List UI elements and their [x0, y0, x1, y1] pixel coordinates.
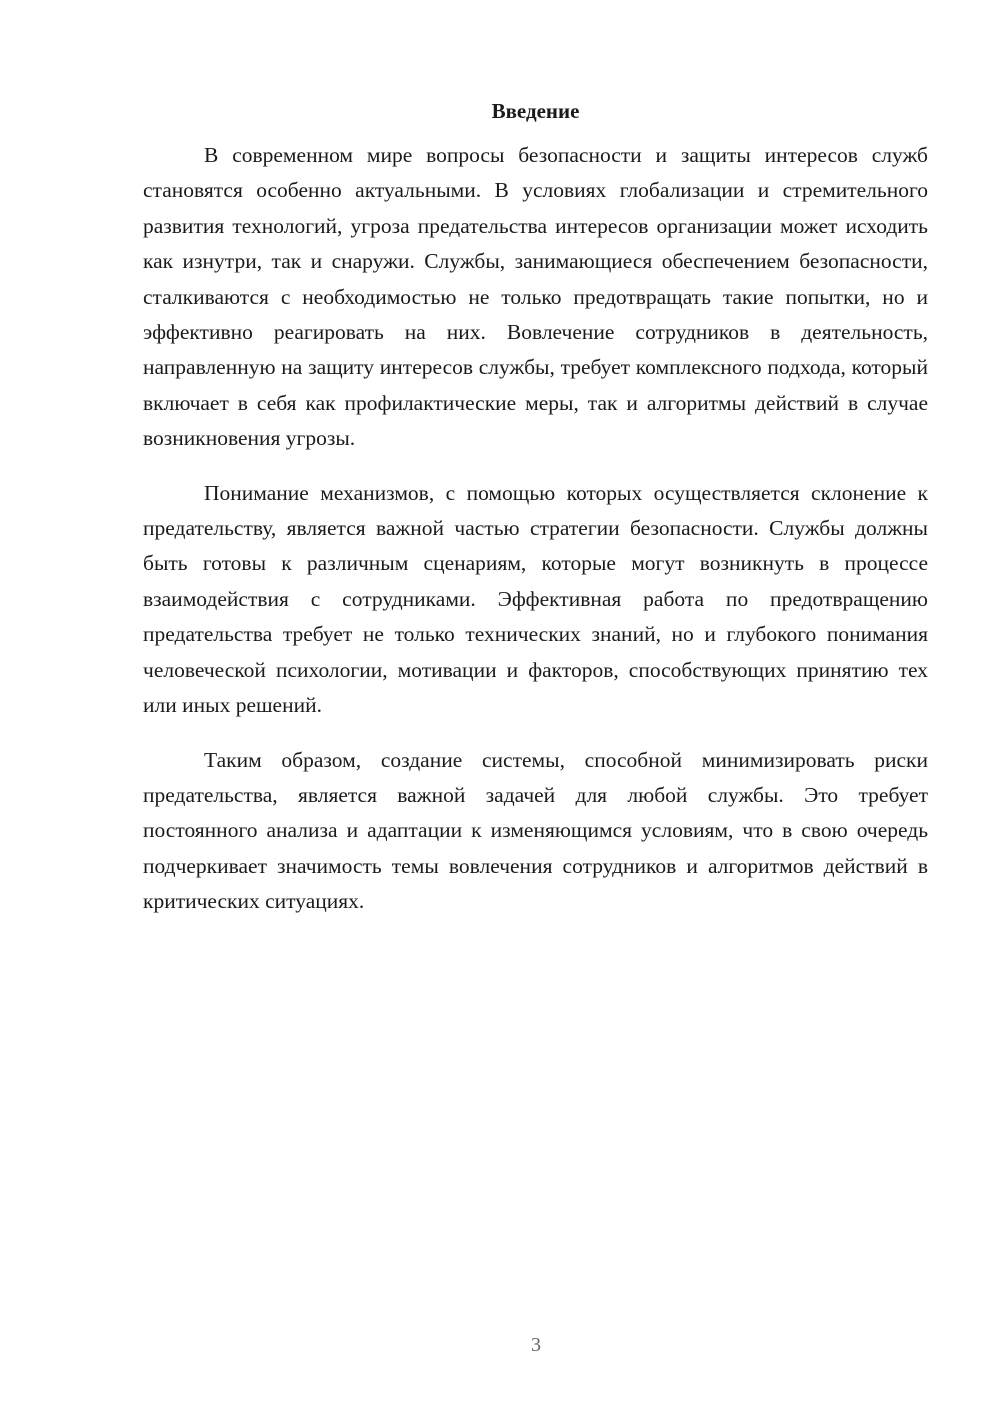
paragraph-2: Понимание механизмов, с помощью которых осуществляется склонение к предательству, является важной частью стратегии безопасности. Службы должны быть готовы к различным сценариям, которые могут возникнуть в процессе взаимодействия с сотрудниками. Эффективная работа по предотвращению предательства требует не только технических знаний, но и глубокого понимания человеческой психологии, мотивации и факторов, способствующих принятию тех или иных решений. — [143, 480, 928, 718]
paragraph-1: В современном мире вопросы безопасности и защиты интересов служб становятся особенно актуальными. В условиях глобализации и стремительного развития технологий, угроза предательства интересов организации может исходить как изнутри, так и снаружи. Службы, занимающиеся обеспечением безопасности, сталкиваются с необходимостью не только предотвращать такие попытки, но и эффективно реагировать на них. Вовлечение сотрудников в деятельность, направленную на защиту интересов службы, требует комплексного подхода, который включает в себя как профилактические меры, так и алгоритмы действий в случае возникновения угрозы. — [143, 143, 928, 451]
section-heading: Введение — [491, 99, 580, 123]
paragraph-3: Таким образом, создание системы, способной минимизировать риски предательства, является важной задачей для любой службы. Это требует постоянного анализа и адаптации к изменяющимся условиям, что в свою очередь подчеркивает значимость темы вовлечения сотрудников и алгоритмов действий в критических ситуациях. — [143, 747, 928, 914]
page-body — [143, 96, 928, 939]
page-number: 3 — [531, 1334, 541, 1356]
